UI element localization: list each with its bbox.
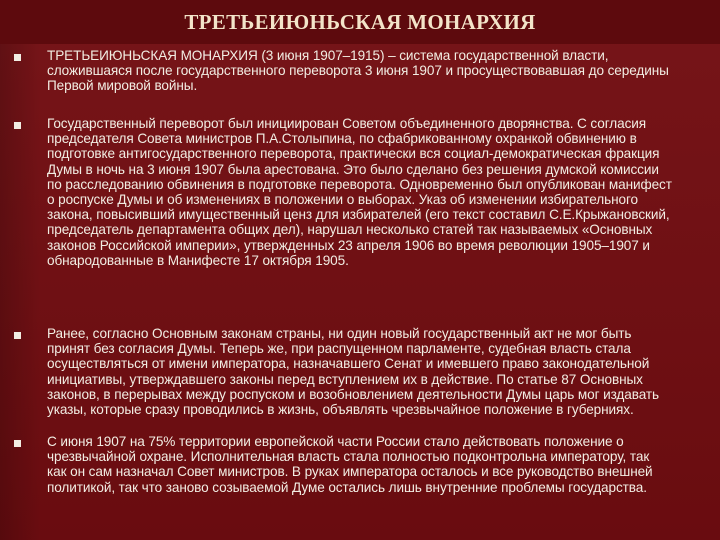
bullet-text: Государственный переворот был инициирован Советом объединенного дворянства. С согласия председателя Совета министров П.А.Столыпина, по сфабрикованному охранкой обвинению в подготовке антигосударственного переворота, практически вся социал-демократическая фракция Думы в ночь на 3 июня 1907 была арестована. Это было сделано без решения думской комиссии по расследованию обвинения в подготовке переворота. Одновременно был опубликован манифест о роспуске Думы и об изменениях в положении о выборах. Указ об изменении избирательного закона, повысивший имущественный ценз для избирателей (его текст составил С.Е.Крыжановский, председатель департамента общих дел), нарушал несколько статей так называемых «Основных законов Российской империи», утвержденных 23 апреля 1906 во время революции 1905–1907 и обнародованные в Манифесте 17 октября 1905. — [47, 116, 672, 268]
square-bullet-icon — [14, 440, 21, 447]
square-bullet-icon — [14, 332, 21, 339]
square-bullet-icon — [14, 54, 21, 61]
bullet-text: ТРЕТЬЕИЮНЬСКАЯ МОНАРХИЯ (3 июня 1907–1915) – система государственной власти, сложившаяся после государственного переворота 3 июня 1907 и просуществовавшая до середины Первой мировой войны. — [47, 48, 669, 94]
bullet-text: Ранее, согласно Основным законам страны, ни один новый государственный акт не мог быть принят без согласия Думы. Теперь же, при распущенном парламенте, судебная власть стала осуществляться от имени императора, назначавшего Сенат и имевшего право законодательной инициативы, утверждавшего законы перед вступлением их в действие. По статье 87 Основных законов, в перерывах между роспуском и возобновлением деятельности Думы царь мог издавать указы, которые сразу проводились в жизнь, объявлять чрезвычайное положение в губерниях. — [47, 326, 659, 418]
square-bullet-icon — [14, 122, 21, 129]
slide-title: ТРЕТЬЕИЮНЬСКАЯ МОНАРХИЯ — [184, 10, 536, 34]
bullet-text: С июня 1907 на 75% территории европейской части России стало действовать положение о чрезвычайной охране. Исполнительная власть стала полностью подконтрольна императору, так как он сам назначал Совет министров. В руках императора осталось и все руководство внешней политикой, так что заново созываемой Думе остались лишь внутренние проблемы государства. — [47, 434, 653, 495]
